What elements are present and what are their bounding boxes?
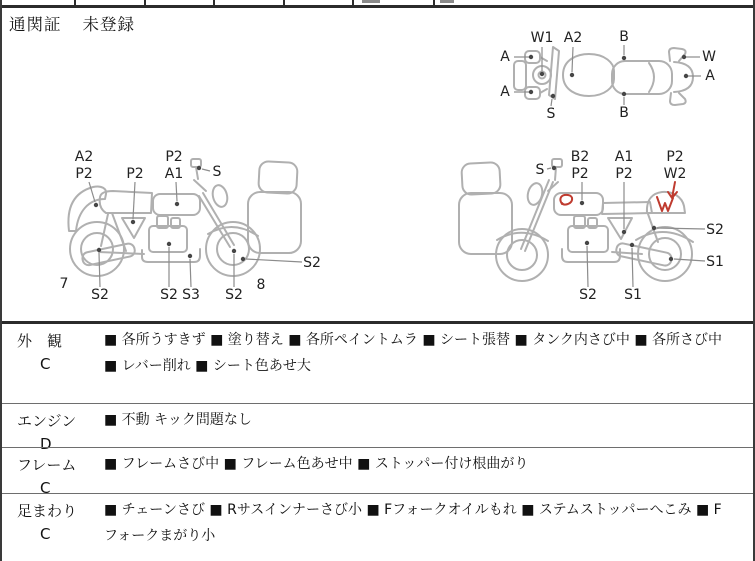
category-grade: C	[40, 479, 51, 497]
category-name: 外 観	[17, 332, 63, 350]
diagram-label-p2: P2	[615, 166, 633, 182]
category-name: 足まわり	[17, 502, 78, 520]
leader-dot	[241, 257, 245, 261]
diagram-label-s2: S2	[706, 222, 724, 238]
inspection-row	[2, 447, 753, 497]
leader-line	[657, 228, 705, 229]
leader-line	[190, 259, 191, 287]
left-side-outline	[68, 159, 301, 276]
leader-dot	[197, 166, 201, 170]
leader-dot	[622, 92, 626, 96]
motorcycle-condition-diagram	[2, 0, 755, 321]
leader-dot	[188, 254, 192, 258]
red-annotation-tail-check-mark	[657, 197, 673, 211]
diagram-label-s: S	[535, 162, 545, 178]
diagram-label-p2: P2	[75, 166, 93, 182]
leader-line	[572, 47, 573, 72]
condition-notes: ■ チェーンさび ■ Rサスインナーさび小 ■ Fフォークオイルもれ ■ ステムストッパーへこみ ■ Fフォークまがり小	[104, 502, 722, 544]
diagram-label-s3: S3	[182, 287, 200, 303]
condition-notes: ■ 不動 キック問題なし	[104, 412, 252, 428]
diagram-label-s2: S2	[303, 255, 321, 271]
diagram-label-b2: B2	[570, 149, 590, 165]
leader-line	[551, 99, 552, 106]
diagram-label-7: 7	[59, 276, 69, 292]
motorcycle-outlines	[68, 47, 693, 281]
leader-dot	[669, 257, 673, 261]
leader-dot	[97, 248, 101, 252]
diagram-label-b: B	[619, 29, 629, 45]
diagram-label-s2: S2	[91, 287, 109, 303]
leader-line	[202, 169, 210, 171]
leader-line	[176, 182, 177, 201]
leader-dot	[529, 90, 533, 94]
diagram-label-p2: P2	[165, 149, 183, 165]
diagram-label-a1: A1	[164, 166, 184, 182]
diagram-label-a1: A1	[614, 149, 634, 165]
diagram-label-p2: P2	[126, 166, 144, 182]
condition-notes: ■ フレームさび中 ■ フレーム色あせ中 ■ ストッパー付け根曲がり	[104, 456, 529, 472]
category-grade: C	[40, 355, 51, 373]
leader-dot	[652, 226, 656, 230]
diagram-label-a2: A2	[563, 30, 583, 46]
leader-dot	[622, 230, 626, 234]
inspection-row	[2, 493, 753, 561]
category-cell	[2, 448, 98, 497]
top-view-outline	[514, 47, 693, 105]
leader-dot	[570, 73, 574, 77]
category-cell	[2, 494, 98, 561]
leader-dot	[684, 74, 688, 78]
leader-line	[547, 168, 551, 169]
diagram-label-b: B	[619, 105, 629, 121]
diagram-label-s2: S2	[225, 287, 243, 303]
leader-line	[246, 259, 302, 262]
diagram-label-w1: W1	[530, 30, 554, 46]
diagram-label-a: A	[500, 49, 510, 65]
inspection-table	[2, 321, 753, 561]
category-grade: D	[40, 435, 52, 453]
diagram-label-p2: P2	[571, 166, 589, 182]
leader-dot	[682, 55, 686, 59]
customs-label: 通関証	[9, 15, 62, 34]
leader-line	[99, 253, 100, 287]
leader-dot	[529, 55, 533, 59]
leader-line	[89, 182, 95, 202]
category-cell	[2, 324, 98, 403]
diagram-label-a: A	[705, 68, 715, 84]
category-grade: C	[40, 525, 51, 543]
diagram-label-s1: S1	[624, 287, 642, 303]
leader-dot	[232, 249, 236, 253]
diagram-label-w2: W2	[663, 166, 687, 182]
red-annotation-tank-scribble	[560, 195, 572, 205]
category-name: フレーム	[17, 456, 77, 474]
leader-dot	[175, 202, 179, 206]
leader-dot	[167, 242, 171, 246]
diagram-label-s2: S2	[579, 287, 597, 303]
diagram-label-w: W	[702, 49, 716, 65]
leader-dot	[585, 241, 589, 245]
diagram-label-s2: S2	[160, 287, 178, 303]
leader-dot	[580, 201, 584, 205]
leader-dot	[622, 56, 626, 60]
diagram-label-8: 8	[256, 277, 266, 293]
category-name: エンジン	[17, 412, 77, 430]
category-cell	[2, 404, 98, 453]
diagram-label-p2: P2	[666, 149, 684, 165]
customs-value: 未登録	[82, 15, 135, 34]
leader-dot	[630, 243, 634, 247]
leader-dot	[94, 203, 98, 207]
leader-dot	[552, 166, 556, 170]
condition-notes: ■ 各所うすきず ■ 塗り替え ■ 各所ペイントムラ ■ シート張替 ■ タンク内さび中 ■ 各所さび中 ■ レバー削れ ■ シート色あせ大	[104, 332, 723, 374]
diagram-label-a: A	[500, 84, 510, 100]
diagram-label-s1: S1	[706, 254, 724, 270]
diagram-label-s: S	[212, 164, 222, 180]
inspection-row	[2, 403, 753, 453]
leader-dot	[540, 72, 544, 76]
leader-dot	[131, 220, 135, 224]
diagram-label-s: S	[546, 106, 556, 122]
diagram-label-a2: A2	[74, 149, 94, 165]
inspection-row	[2, 324, 753, 403]
leader-dot	[551, 94, 555, 98]
